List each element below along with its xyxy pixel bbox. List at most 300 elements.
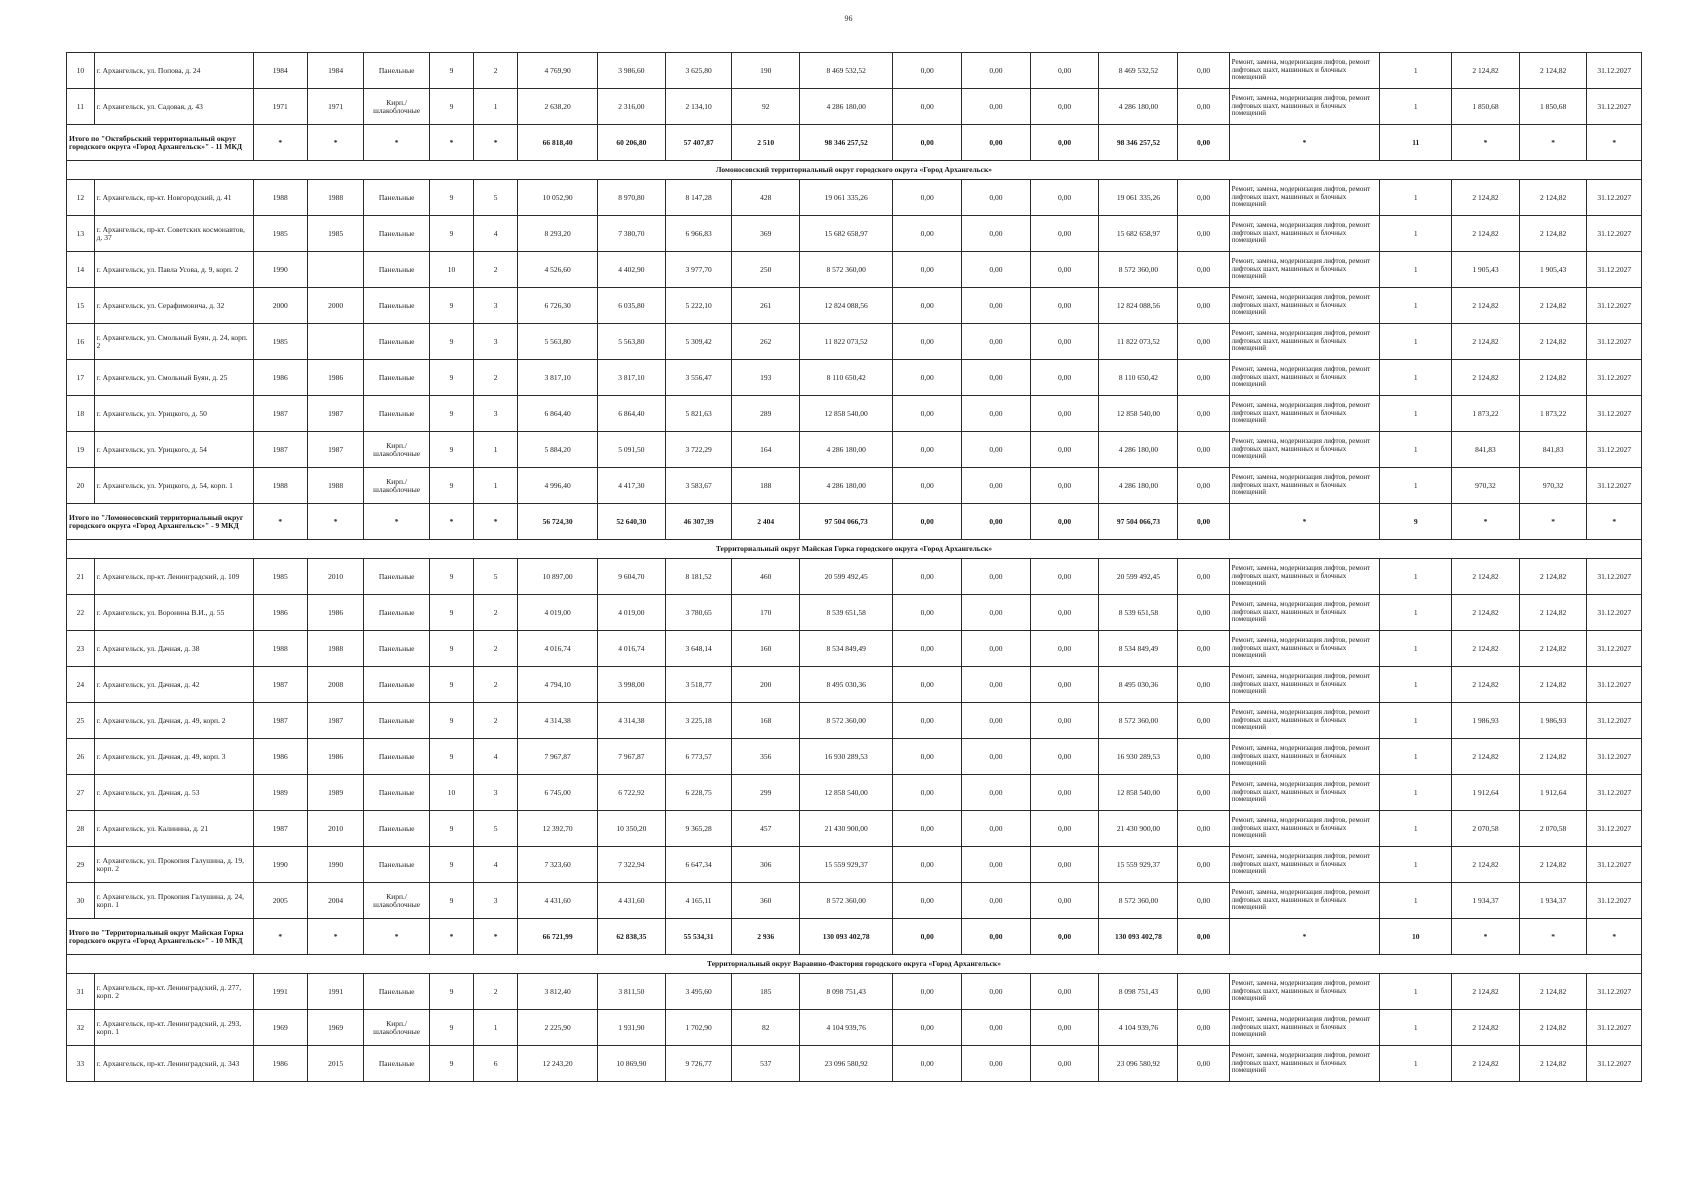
budget-cost-cell: 0,00 xyxy=(962,883,1031,919)
commission-year: 1986 xyxy=(253,1046,307,1082)
floors-cell: 9 xyxy=(429,811,473,847)
address-cell: г. Архангельск, ул. Урицкого, д. 54, корп. 1 xyxy=(94,468,253,504)
row-number: 16 xyxy=(67,324,95,360)
entrances-cell: 4 xyxy=(474,216,518,252)
total-material-cell: * xyxy=(364,504,430,540)
total-area-cell: 10 052,90 xyxy=(518,180,598,216)
table-row xyxy=(67,883,1642,919)
total-max-cost-cell: * xyxy=(1519,919,1587,955)
commission-year: 1991 xyxy=(253,974,307,1010)
address-cell: г. Архангельск, ул. Дачная, д. 49, корп. 2 xyxy=(94,703,253,739)
total-budget-sum-cell: 0,00 xyxy=(962,504,1031,540)
row-number: 28 xyxy=(67,811,95,847)
total-work-cell: * xyxy=(1229,919,1380,955)
premises-area-cell: 6 035,80 xyxy=(598,288,666,324)
unit-cost-cell: 2 124,82 xyxy=(1452,739,1520,775)
other-funds-cell: 0,00 xyxy=(1178,847,1229,883)
residential-area-cell: 6 647,34 xyxy=(665,847,732,883)
other-funds-cell: 0,00 xyxy=(1178,667,1229,703)
row-number: 20 xyxy=(67,468,95,504)
local-budget-cell: 0,00 xyxy=(1030,847,1099,883)
total-local-sum-cell: 0,00 xyxy=(1030,919,1099,955)
floors-cell: 9 xyxy=(429,739,473,775)
local-budget-cell: 0,00 xyxy=(1030,595,1099,631)
overhaul-year: 2000 xyxy=(307,288,363,324)
total-area-cell: 4 431,60 xyxy=(518,883,598,919)
total-owners-sum-cell: 130 093 402,78 xyxy=(1099,919,1178,955)
budget-cost-cell: 0,00 xyxy=(962,360,1031,396)
wall-material-cell: Панельные xyxy=(364,252,430,288)
total-year1-cell: * xyxy=(253,504,307,540)
commission-year: 1984 xyxy=(253,53,307,89)
other-funds-cell: 0,00 xyxy=(1178,595,1229,631)
owners-funds-cell: 4 286 180,00 xyxy=(1099,89,1178,125)
local-budget-cell: 0,00 xyxy=(1030,559,1099,595)
overhaul-year: 1984 xyxy=(307,53,363,89)
total-cost-cell: 12 824 088,56 xyxy=(800,288,893,324)
address-cell: г. Архангельск, ул. Урицкого, д. 50 xyxy=(94,396,253,432)
address-cell: г. Архангельск, пр-кт. Ленинградский, д. 343 xyxy=(94,1046,253,1082)
overhaul-year xyxy=(307,324,363,360)
commission-year: 1990 xyxy=(253,252,307,288)
local-budget-cell: 0,00 xyxy=(1030,703,1099,739)
total-area-cell: 12 392,70 xyxy=(518,811,598,847)
budget-cost-cell: 0,00 xyxy=(962,847,1031,883)
entrances-cell: 3 xyxy=(474,775,518,811)
total-area-cell: 3 817,10 xyxy=(518,360,598,396)
unit-cost-cell: 2 124,82 xyxy=(1452,360,1520,396)
unit-cost-cell: 2 124,82 xyxy=(1452,324,1520,360)
total-cost-cell: 4 286 180,00 xyxy=(800,89,893,125)
commission-year: 1989 xyxy=(253,775,307,811)
section-heading-row xyxy=(67,540,1642,559)
residents-cell: 168 xyxy=(732,703,800,739)
residents-cell: 170 xyxy=(732,595,800,631)
wall-material-cell: Панельные xyxy=(364,180,430,216)
total-cost-cell: 8 539 651,58 xyxy=(800,595,893,631)
entrances-cell: 3 xyxy=(474,288,518,324)
local-budget-cell: 0,00 xyxy=(1030,974,1099,1010)
budget-cost-cell: 0,00 xyxy=(962,432,1031,468)
row-number: 22 xyxy=(67,595,95,631)
budget-cost-cell: 0,00 xyxy=(962,739,1031,775)
unit-cost-cell: 970,32 xyxy=(1452,468,1520,504)
commission-year: 1990 xyxy=(253,847,307,883)
lift-count-cell: 1 xyxy=(1380,974,1452,1010)
fund-cost-cell: 0,00 xyxy=(893,432,962,468)
work-type-cell: Ремонт, замена, модернизация лифтов, ремонт лифтовых шахт, машинных и блочных помещений xyxy=(1229,883,1380,919)
wall-material-cell: Панельные xyxy=(364,216,430,252)
other-funds-cell: 0,00 xyxy=(1178,324,1229,360)
overhaul-year: 2015 xyxy=(307,1046,363,1082)
total-area-cell: 6 726,30 xyxy=(518,288,598,324)
owners-funds-cell: 8 572 360,00 xyxy=(1099,883,1178,919)
total-area-sum-cell: 66 721,99 xyxy=(518,919,598,955)
residential-area-cell: 6 966,83 xyxy=(665,216,732,252)
total-cost-cell: 8 469 532,52 xyxy=(800,53,893,89)
table-row xyxy=(67,1010,1642,1046)
commission-year: 1988 xyxy=(253,180,307,216)
address-cell: г. Архангельск, пр-кт. Советских космонавтов, д. 37 xyxy=(94,216,253,252)
total-cost-cell: 8 110 650,42 xyxy=(800,360,893,396)
unit-cost-cell: 2 124,82 xyxy=(1452,1010,1520,1046)
premises-area-cell: 4 016,74 xyxy=(598,631,666,667)
residential-area-cell: 4 165,11 xyxy=(665,883,732,919)
total-year1-cell: * xyxy=(253,125,307,161)
budget-cost-cell: 0,00 xyxy=(962,974,1031,1010)
work-type-cell: Ремонт, замена, модернизация лифтов, ремонт лифтовых шахт, машинных и блочных помещений xyxy=(1229,432,1380,468)
row-number: 14 xyxy=(67,252,95,288)
local-budget-cell: 0,00 xyxy=(1030,468,1099,504)
unit-cost-cell: 2 070,58 xyxy=(1452,811,1520,847)
floors-cell: 9 xyxy=(429,288,473,324)
max-unit-cost-cell: 2 124,82 xyxy=(1519,1010,1587,1046)
residential-area-cell: 8 181,52 xyxy=(665,559,732,595)
other-funds-cell: 0,00 xyxy=(1178,53,1229,89)
budget-cost-cell: 0,00 xyxy=(962,180,1031,216)
premises-area-cell: 3 811,50 xyxy=(598,974,666,1010)
other-funds-cell: 0,00 xyxy=(1178,559,1229,595)
work-type-cell: Ремонт, замена, модернизация лифтов, ремонт лифтовых шахт, машинных и блочных помещений xyxy=(1229,811,1380,847)
total-cost-cell: 4 286 180,00 xyxy=(800,468,893,504)
overhaul-year: 1988 xyxy=(307,468,363,504)
overhaul-year: 1987 xyxy=(307,396,363,432)
premises-area-cell: 6 864,40 xyxy=(598,396,666,432)
budget-cost-cell: 0,00 xyxy=(962,811,1031,847)
fund-cost-cell: 0,00 xyxy=(893,974,962,1010)
total-material-cell: * xyxy=(364,125,430,161)
lift-count-cell: 1 xyxy=(1380,595,1452,631)
local-budget-cell: 0,00 xyxy=(1030,252,1099,288)
wall-material-cell: Кирп./ шлакоблочные xyxy=(364,883,430,919)
total-unit-cost-cell: * xyxy=(1452,504,1520,540)
floors-cell: 9 xyxy=(429,559,473,595)
total-max-cost-cell: * xyxy=(1519,504,1587,540)
local-budget-cell: 0,00 xyxy=(1030,631,1099,667)
row-number: 33 xyxy=(67,1046,95,1082)
budget-cost-cell: 0,00 xyxy=(962,703,1031,739)
total-cost-cell: 8 098 751,43 xyxy=(800,974,893,1010)
total-budget-sum-cell: 0,00 xyxy=(962,919,1031,955)
section-total-row xyxy=(67,919,1642,955)
deadline-cell: 31.12.2027 xyxy=(1587,180,1642,216)
fund-cost-cell: 0,00 xyxy=(893,324,962,360)
section-total-row xyxy=(67,504,1642,540)
work-type-cell: Ремонт, замена, модернизация лифтов, ремонт лифтовых шахт, машинных и блочных помещений xyxy=(1229,288,1380,324)
local-budget-cell: 0,00 xyxy=(1030,324,1099,360)
local-budget-cell: 0,00 xyxy=(1030,1046,1099,1082)
local-budget-cell: 0,00 xyxy=(1030,288,1099,324)
residential-area-cell: 3 648,14 xyxy=(665,631,732,667)
floors-cell: 10 xyxy=(429,252,473,288)
row-number: 24 xyxy=(67,667,95,703)
total-entrances-cell: * xyxy=(474,919,518,955)
residents-cell: 188 xyxy=(732,468,800,504)
total-residents-sum-cell: 2 404 xyxy=(732,504,800,540)
premises-area-cell: 7 322,94 xyxy=(598,847,666,883)
entrances-cell: 3 xyxy=(474,324,518,360)
unit-cost-cell: 2 124,82 xyxy=(1452,667,1520,703)
table-row xyxy=(67,288,1642,324)
deadline-cell: 31.12.2027 xyxy=(1587,288,1642,324)
residents-cell: 190 xyxy=(732,53,800,89)
premises-area-cell: 4 314,38 xyxy=(598,703,666,739)
local-budget-cell: 0,00 xyxy=(1030,883,1099,919)
budget-cost-cell: 0,00 xyxy=(962,53,1031,89)
table-row xyxy=(67,559,1642,595)
budget-cost-cell: 0,00 xyxy=(962,216,1031,252)
overhaul-year: 1991 xyxy=(307,974,363,1010)
total-area-cell: 4 996,40 xyxy=(518,468,598,504)
fund-cost-cell: 0,00 xyxy=(893,216,962,252)
total-cost-cell: 8 534 849,49 xyxy=(800,631,893,667)
unit-cost-cell: 2 124,82 xyxy=(1452,180,1520,216)
max-unit-cost-cell: 1 850,68 xyxy=(1519,89,1587,125)
total-residents-sum-cell: 2 510 xyxy=(732,125,800,161)
lift-count-cell: 1 xyxy=(1380,216,1452,252)
residential-area-cell: 3 583,67 xyxy=(665,468,732,504)
floors-cell: 9 xyxy=(429,180,473,216)
lift-count-cell: 1 xyxy=(1380,1010,1452,1046)
other-funds-cell: 0,00 xyxy=(1178,432,1229,468)
budget-cost-cell: 0,00 xyxy=(962,396,1031,432)
address-cell: г. Архангельск, пр-кт. Ленинградский, д. 109 xyxy=(94,559,253,595)
local-budget-cell: 0,00 xyxy=(1030,360,1099,396)
other-funds-cell: 0,00 xyxy=(1178,775,1229,811)
work-type-cell: Ремонт, замена, модернизация лифтов, ремонт лифтовых шахт, машинных и блочных помещений xyxy=(1229,89,1380,125)
floors-cell: 9 xyxy=(429,360,473,396)
row-number: 31 xyxy=(67,974,95,1010)
total-entrances-cell: * xyxy=(474,504,518,540)
row-number: 29 xyxy=(67,847,95,883)
budget-cost-cell: 0,00 xyxy=(962,1010,1031,1046)
fund-cost-cell: 0,00 xyxy=(893,883,962,919)
budget-cost-cell: 0,00 xyxy=(962,667,1031,703)
residential-area-cell: 5 821,63 xyxy=(665,396,732,432)
fund-cost-cell: 0,00 xyxy=(893,703,962,739)
entrances-cell: 5 xyxy=(474,180,518,216)
address-cell: г. Архангельск, ул. Дачная, д. 38 xyxy=(94,631,253,667)
table-row xyxy=(67,775,1642,811)
section-total-row xyxy=(67,125,1642,161)
deadline-cell: 31.12.2027 xyxy=(1587,468,1642,504)
owners-funds-cell: 8 534 849,49 xyxy=(1099,631,1178,667)
deadline-cell: 31.12.2027 xyxy=(1587,667,1642,703)
wall-material-cell: Панельные xyxy=(364,288,430,324)
residents-cell: 299 xyxy=(732,775,800,811)
unit-cost-cell: 2 124,82 xyxy=(1452,1046,1520,1082)
total-cost-cell: 20 599 492,45 xyxy=(800,559,893,595)
deadline-cell: 31.12.2027 xyxy=(1587,739,1642,775)
commission-year: 1986 xyxy=(253,360,307,396)
entrances-cell: 5 xyxy=(474,559,518,595)
table-row xyxy=(67,396,1642,432)
other-funds-cell: 0,00 xyxy=(1178,1046,1229,1082)
section-heading-row xyxy=(67,161,1642,180)
total-area-cell: 4 526,60 xyxy=(518,252,598,288)
total-cost-cell: 15 682 658,97 xyxy=(800,216,893,252)
commission-year: 1986 xyxy=(253,739,307,775)
other-funds-cell: 0,00 xyxy=(1178,89,1229,125)
entrances-cell: 2 xyxy=(474,53,518,89)
lift-count-cell: 1 xyxy=(1380,360,1452,396)
max-unit-cost-cell: 2 124,82 xyxy=(1519,595,1587,631)
residents-cell: 428 xyxy=(732,180,800,216)
row-number: 11 xyxy=(67,89,95,125)
commission-year: 1988 xyxy=(253,631,307,667)
local-budget-cell: 0,00 xyxy=(1030,180,1099,216)
entrances-cell: 1 xyxy=(474,1010,518,1046)
table-row xyxy=(67,324,1642,360)
premises-area-cell: 2 316,00 xyxy=(598,89,666,125)
residents-cell: 261 xyxy=(732,288,800,324)
section-heading: Ломоносовский территориальный округ городского округа «Город Архангельск» xyxy=(67,161,1642,180)
commission-year: 2005 xyxy=(253,883,307,919)
table-row xyxy=(67,216,1642,252)
lift-count-cell: 1 xyxy=(1380,559,1452,595)
section-heading: Территориальный округ Варавино-Фактория городского округа «Город Архангельск» xyxy=(67,955,1642,974)
row-number: 27 xyxy=(67,775,95,811)
owners-funds-cell: 12 858 540,00 xyxy=(1099,396,1178,432)
address-cell: г. Архангельск, ул. Попова, д. 24 xyxy=(94,53,253,89)
lift-count-cell: 1 xyxy=(1380,847,1452,883)
work-type-cell: Ремонт, замена, модернизация лифтов, ремонт лифтовых шахт, машинных и блочных помещений xyxy=(1229,53,1380,89)
other-funds-cell: 0,00 xyxy=(1178,631,1229,667)
total-residential-sum-cell: 46 307,39 xyxy=(665,504,732,540)
deadline-cell: 31.12.2027 xyxy=(1587,703,1642,739)
owners-funds-cell: 12 824 088,56 xyxy=(1099,288,1178,324)
budget-cost-cell: 0,00 xyxy=(962,468,1031,504)
address-cell: г. Архангельск, ул. Павла Усова, д. 9, корп. 2 xyxy=(94,252,253,288)
address-cell: г. Архангельск, ул. Дачная, д. 53 xyxy=(94,775,253,811)
lift-count-cell: 1 xyxy=(1380,739,1452,775)
wall-material-cell: Кирп./ шлакоблочные xyxy=(364,432,430,468)
lift-count-cell: 1 xyxy=(1380,703,1452,739)
entrances-cell: 1 xyxy=(474,89,518,125)
owners-funds-cell: 8 110 650,42 xyxy=(1099,360,1178,396)
total-work-cell: * xyxy=(1229,504,1380,540)
total-cost-cell: 4 286 180,00 xyxy=(800,432,893,468)
max-unit-cost-cell: 1 905,43 xyxy=(1519,252,1587,288)
entrances-cell: 2 xyxy=(474,703,518,739)
residents-cell: 92 xyxy=(732,89,800,125)
table-row xyxy=(67,252,1642,288)
residential-area-cell: 3 495,60 xyxy=(665,974,732,1010)
deadline-cell: 31.12.2027 xyxy=(1587,775,1642,811)
other-funds-cell: 0,00 xyxy=(1178,288,1229,324)
total-area-cell: 12 243,20 xyxy=(518,1046,598,1082)
total-floors-cell: * xyxy=(429,125,473,161)
address-cell: г. Архангельск, ул. Садовая, д. 43 xyxy=(94,89,253,125)
total-work-cell: * xyxy=(1229,125,1380,161)
address-cell: г. Архангельск, ул. Дачная, д. 49, корп. 3 xyxy=(94,739,253,775)
table-row xyxy=(67,595,1642,631)
fund-cost-cell: 0,00 xyxy=(893,631,962,667)
wall-material-cell: Панельные xyxy=(364,1046,430,1082)
unit-cost-cell: 2 124,82 xyxy=(1452,53,1520,89)
wall-material-cell: Панельные xyxy=(364,360,430,396)
premises-area-cell: 5 091,50 xyxy=(598,432,666,468)
address-cell: г. Архангельск, ул. Калинина, д. 21 xyxy=(94,811,253,847)
local-budget-cell: 0,00 xyxy=(1030,1010,1099,1046)
residential-area-cell: 3 977,70 xyxy=(665,252,732,288)
residential-area-cell: 8 147,28 xyxy=(665,180,732,216)
total-label-cell: Итого по "Территориальный округ Майская Горка городского округа «Город Архангельск»" - 10 МКД xyxy=(67,919,254,955)
overhaul-year: 2010 xyxy=(307,811,363,847)
max-unit-cost-cell: 2 124,82 xyxy=(1519,631,1587,667)
address-cell: г. Архангельск, ул. Урицкого, д. 54 xyxy=(94,432,253,468)
overhaul-year: 2010 xyxy=(307,559,363,595)
residential-area-cell: 3 225,18 xyxy=(665,703,732,739)
residential-area-cell: 3 556,47 xyxy=(665,360,732,396)
table-row xyxy=(67,667,1642,703)
local-budget-cell: 0,00 xyxy=(1030,667,1099,703)
wall-material-cell: Панельные xyxy=(364,739,430,775)
overhaul-year: 1988 xyxy=(307,631,363,667)
total-fund-sum-cell: 0,00 xyxy=(893,125,962,161)
premises-area-cell: 9 604,70 xyxy=(598,559,666,595)
total-area-sum-cell: 66 818,40 xyxy=(518,125,598,161)
work-type-cell: Ремонт, замена, модернизация лифтов, ремонт лифтовых шахт, машинных и блочных помещений xyxy=(1229,216,1380,252)
lift-count-cell: 1 xyxy=(1380,631,1452,667)
row-number: 25 xyxy=(67,703,95,739)
max-unit-cost-cell: 2 124,82 xyxy=(1519,360,1587,396)
overhaul-year: 1986 xyxy=(307,739,363,775)
overhaul-year: 1988 xyxy=(307,180,363,216)
floors-cell: 9 xyxy=(429,53,473,89)
floors-cell: 9 xyxy=(429,883,473,919)
budget-cost-cell: 0,00 xyxy=(962,1046,1031,1082)
total-fund-sum-cell: 0,00 xyxy=(893,919,962,955)
commission-year: 1971 xyxy=(253,89,307,125)
total-area-cell: 4 769,90 xyxy=(518,53,598,89)
entrances-cell: 2 xyxy=(474,667,518,703)
deadline-cell: 31.12.2027 xyxy=(1587,89,1642,125)
total-owners-sum-cell: 97 504 066,73 xyxy=(1099,504,1178,540)
floors-cell: 9 xyxy=(429,216,473,252)
address-cell: г. Архангельск, ул. Прокопия Галушина, д. 19, корп. 2 xyxy=(94,847,253,883)
total-area-cell: 7 323,60 xyxy=(518,847,598,883)
total-residential-sum-cell: 57 407,87 xyxy=(665,125,732,161)
owners-funds-cell: 4 286 180,00 xyxy=(1099,468,1178,504)
entrances-cell: 2 xyxy=(474,631,518,667)
lift-count-cell: 1 xyxy=(1380,252,1452,288)
page-number: 96 xyxy=(844,14,853,23)
work-type-cell: Ремонт, замена, модернизация лифтов, ремонт лифтовых шахт, машинных и блочных помещений xyxy=(1229,324,1380,360)
total-lifts-cell: 10 xyxy=(1380,919,1452,955)
fund-cost-cell: 0,00 xyxy=(893,53,962,89)
deadline-cell: 31.12.2027 xyxy=(1587,847,1642,883)
deadline-cell: 31.12.2027 xyxy=(1587,631,1642,667)
row-number: 26 xyxy=(67,739,95,775)
max-unit-cost-cell: 2 124,82 xyxy=(1519,847,1587,883)
total-cost-cell: 12 858 540,00 xyxy=(800,396,893,432)
table-row xyxy=(67,811,1642,847)
owners-funds-cell: 8 098 751,43 xyxy=(1099,974,1178,1010)
fund-cost-cell: 0,00 xyxy=(893,811,962,847)
total-deadline-cell: * xyxy=(1587,919,1642,955)
floors-cell: 9 xyxy=(429,468,473,504)
max-unit-cost-cell: 2 124,82 xyxy=(1519,180,1587,216)
max-unit-cost-cell: 1 934,37 xyxy=(1519,883,1587,919)
entrances-cell: 4 xyxy=(474,739,518,775)
total-floors-cell: * xyxy=(429,919,473,955)
table-row xyxy=(67,703,1642,739)
total-fund-sum-cell: 0,00 xyxy=(893,504,962,540)
total-other-sum-cell: 0,00 xyxy=(1178,504,1229,540)
budget-cost-cell: 0,00 xyxy=(962,775,1031,811)
total-year2-cell: * xyxy=(307,125,363,161)
